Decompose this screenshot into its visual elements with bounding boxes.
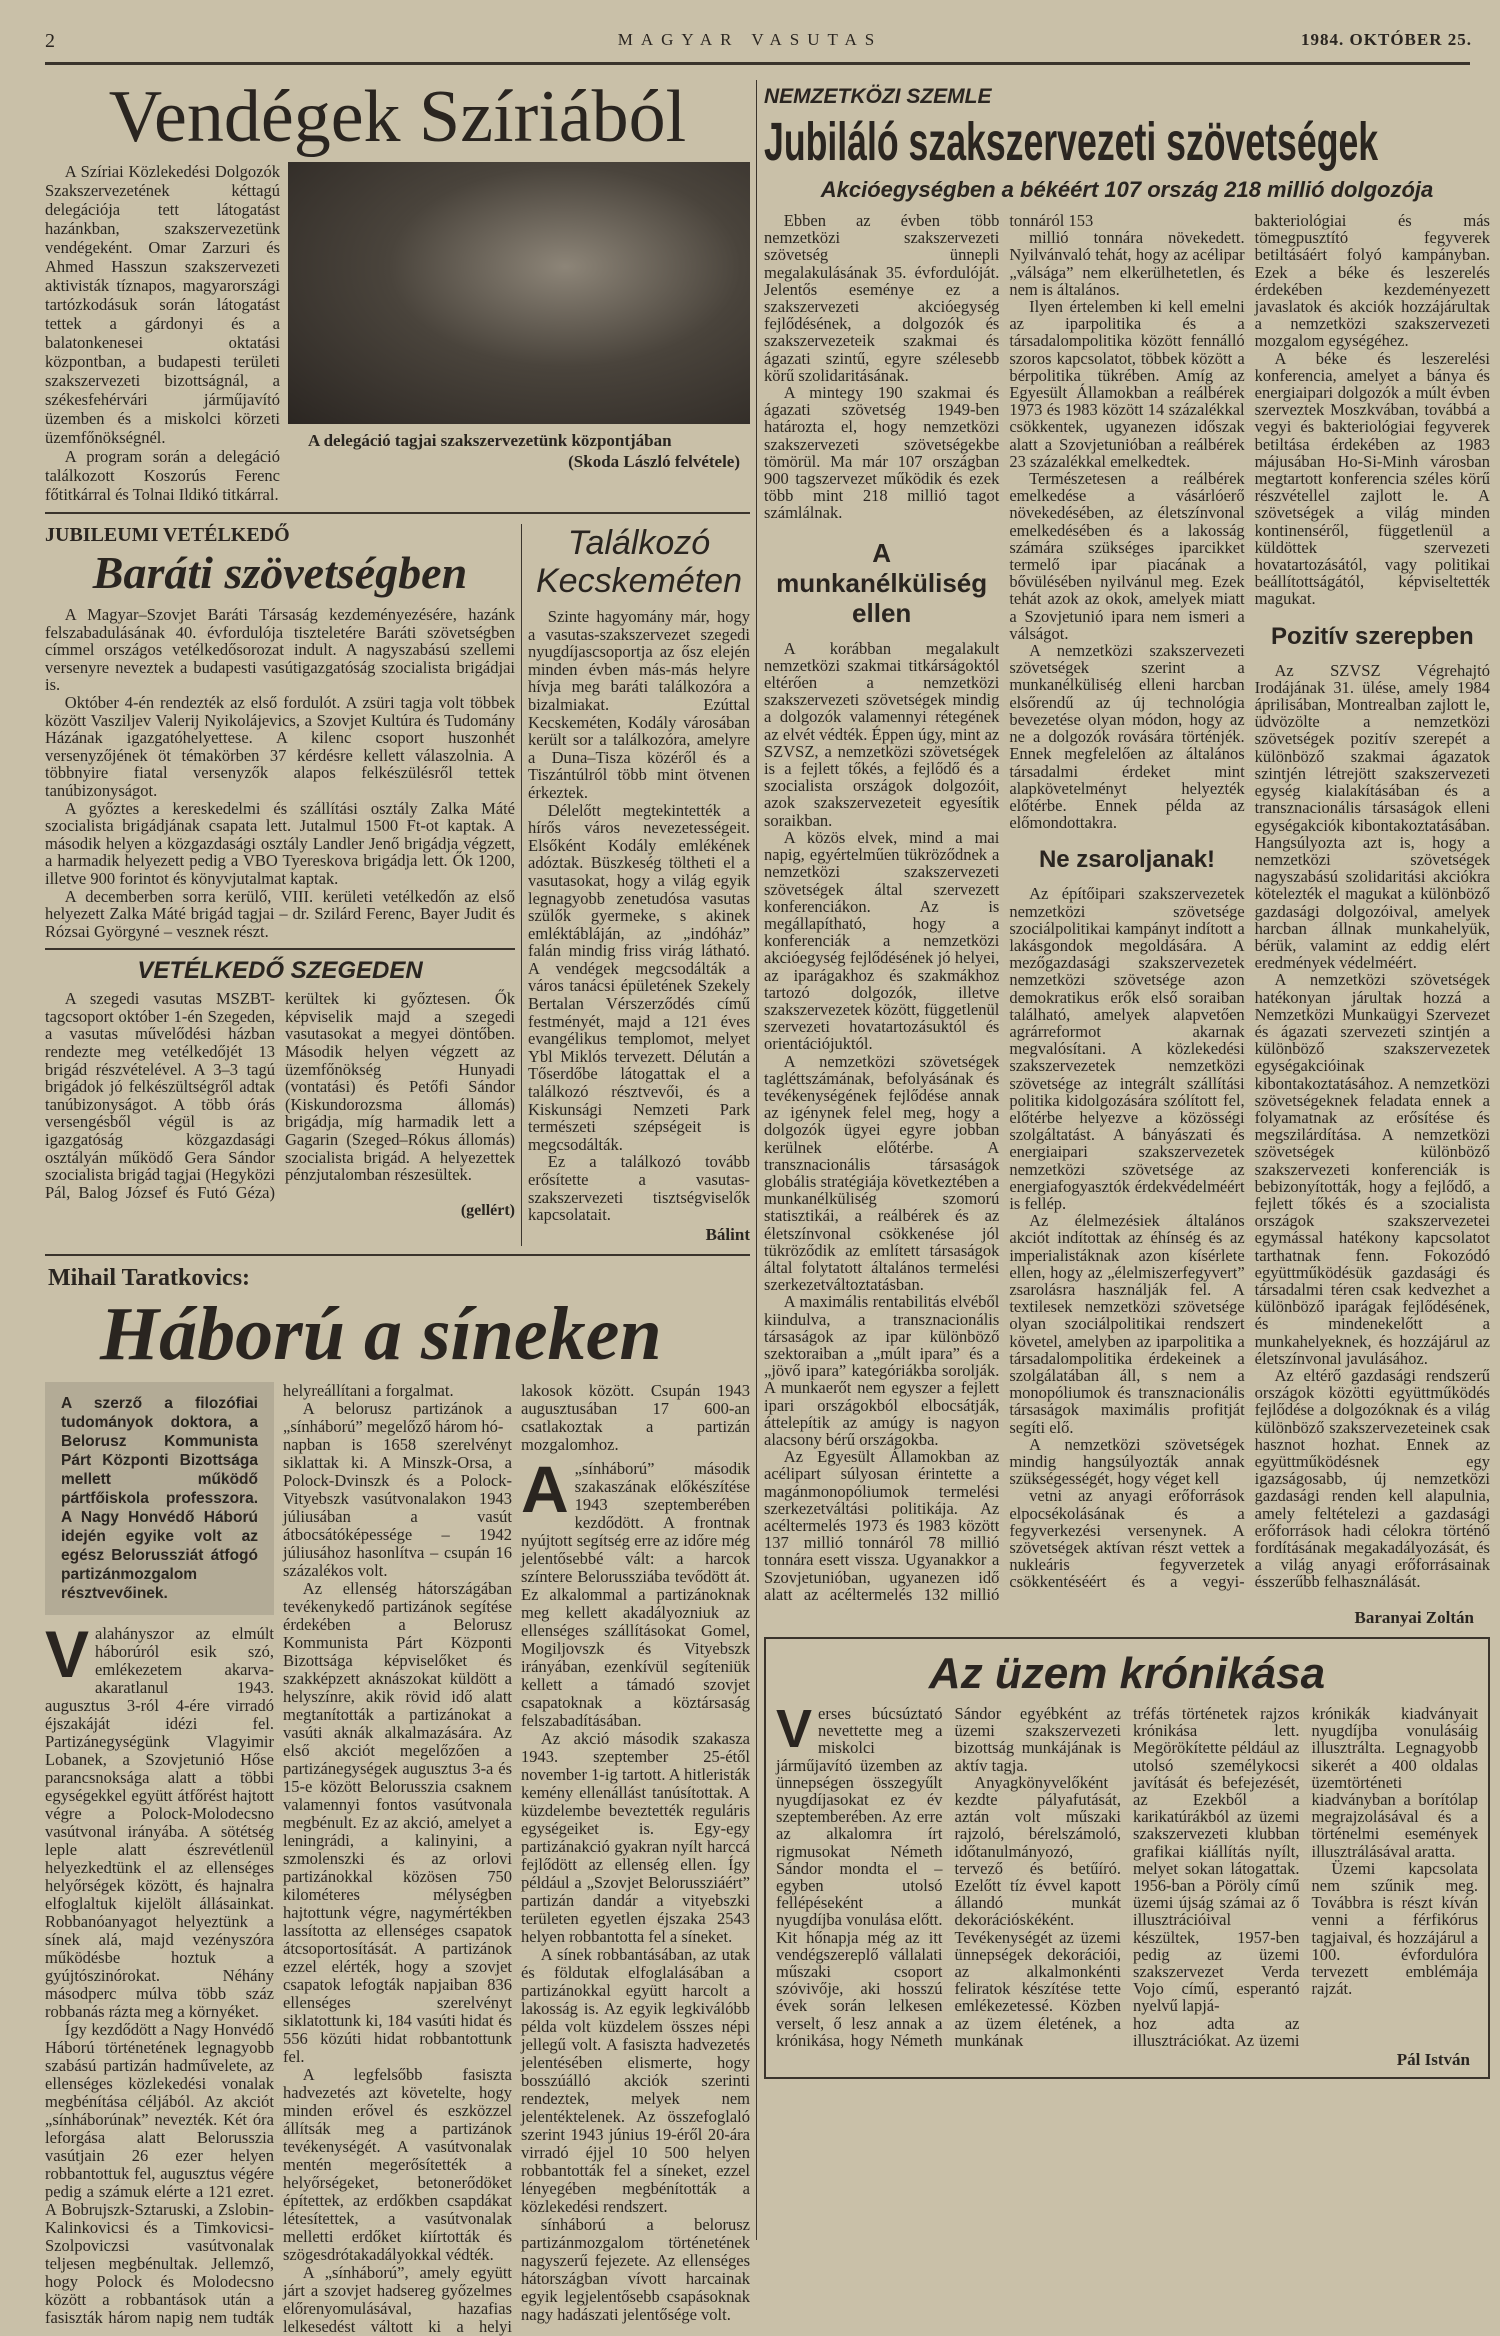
quiz-text <box>45 606 515 940</box>
paragraph: A béke és leszerelési konferencia, amelyet a bánya és energiaipari dolgozók a múlt évben szerveztek Moszkvában, továbbá a vegyi és bakteriológiai fegyverek betiltása érdekében az 1983 májusában Ho-Si-Minh városban megtartott konferencia széles körű részvétellel zajlott le. A szövetségek a világ minden kontinenséről, függetlenül a küldöttek szervezeti hovatartozásától, vagy politikai beállítottságától, képviseltették magukat. <box>1254 348 1490 609</box>
paragraph: A maximális rentabilitás elvéből kiindulva, a transznacionális társaságok az ipar különböző szektoraiban a „múlt ipara” és a „jövő ipara” kategóriákba sorolják. A munkaerőt nem egyszer a fejlett ipari országokból elbocsátják, áttelepítik az amúgy is nagyon alacsony bérű országokba. <box>764 1292 1000 1449</box>
paragraph: A győztes a kereskedelmi és szállítási osztály Zalka Máté szocialista brigádjának csapata lett. Jutalmul 1500 Ft-ot kaptak. A második helyen a közgazdasági osztály Landler Jenő brigádja végzett, a harmadik helyezett pedig a VBO Tyereskova brigádja lett. Ők 1200, illetve 900 forintot és könyvjutalmat kaptak. <box>45 798 515 888</box>
intl-title-wrap <box>764 110 1490 176</box>
paragraph: Természetesen a reálbérek emelkedése a vásárlóerő növekedésében, az életszínvonal emelkedésében és a lakosság számára szükséges iparcikket termelő ipar piacának a bővülésében nyilvánul meg. Ezek tehát azok az okok, amelyek miatt a Szovjetunió ipara nem ismeri a válságot. <box>1009 469 1245 643</box>
paragraph: A nemzetközi szakszervezeti szövetségek szerint a munkanélküliség elleni harcban elsőrendű az új technológia bevezetése olyan módon, hogy az ne a dolgozók rovására történjék. Ennek megfelelően az általános társadalmi érdeket mint alapkövetelményt helyezték előtérbe. Ennek példa az előmondottakra. <box>1009 641 1245 833</box>
photo-credit: (Skoda László felvétele) <box>568 452 740 471</box>
right-half <box>764 84 1490 2079</box>
section-rule <box>45 948 515 950</box>
intl-title: Jubiláló szakszervezeti szövetségek <box>764 112 1379 172</box>
dropcap-v: V <box>45 1616 90 1691</box>
paragraph: Ez a találkozó tovább erősítette a vasutas-szakszervezeti tisztségviselők kapcsolatait. <box>528 1152 750 1225</box>
paragraph: A nemzetközi szövetségek mindig hangsúlyozták annak szükségességét, hogy véget kell <box>1009 1434 1245 1489</box>
left-half <box>45 76 750 2336</box>
dropcap-v: V <box>776 1699 813 1760</box>
paragraph: A Magyar–Szovjet Baráti Társaság kezdeményezésére, hazánk felszabadulásának 40. évfordulója tiszteletére Baráti szövetségben címmel országos vetélkedősorozat indult. A nagyszabású szellemi versenyre neveztek a budapesti vasútigazgatóság szocialista brigádjai is. <box>45 605 515 695</box>
intl-author: Baranyai Zoltán <box>1354 1608 1474 1628</box>
paragraph: Az ellenség hátországában tevékenykedő partizánok segítése érdekében a Belorusz Kommunista Párt Központi Bizottsága képviselőket és szakképzett aknászokat küldött a helyszínre, akik rövid idő alatt megtanították a partizánokat a vasúti aknák alkalmazására. Az első akciót megelőzően a partizánegységek augusztus 3-a és 15-e között Belorusszia csaknem valamennyi fontos vasútvonala megbénult. Ez az akció, amelyet a leningrádi, a kalinyini, a szmolenszki és az orlovi partizánokkal közösen 750 kilométeres mélységben hajtottunk végre, nagymértékben lassította az ellenséges csapatok átcsoportosítását. A partizánok ezzel elérték, hogy a szovjet csapatok lefogták napjaiban 836 ellenséges szerelvényt siklatottunk ki, 184 vasúti hidat és 556 közúti hidat robbantottunk fel. <box>283 1578 512 2066</box>
szeged-text <box>45 990 515 1201</box>
quiz-title: Baráti szövetségben <box>92 547 468 598</box>
intl-col2b-text <box>1009 885 1244 1487</box>
paragraph: A mintegy 190 szakmai és ágazati szövetség 1949-ben határozta el, hogy nemzetközi szakszervezeti szövetségekbe tömörül. Ma már 107 országban 900 tagszervezet működik és ezek több mint 218 millió tagot számlálnak. <box>764 383 1000 523</box>
syria-text <box>45 162 280 504</box>
paragraph: A nemzetközi szövetségek hatékonyan járultak hozzá a Nemzetközi Munkaügyi Szervezet és ágazati szervezeti szintjén a különböző szakszervezetek egységakcióinak kibontakoztatásához. A nemzetközi szövetségeknek feladata ennek a folyamatnak az erősítése és megszilárdítása. A nemzetközi szövetségek különböző szakszervezeti konferenciák is bebizonyították, hogy a fejlődő, a fejlett tőkés és a szocialista országok szakszervezetei egymással hatékony kapcsolatot tarthatnak fenn. Fokozódó együttműködésük gazdasági és társadalmi téren csak kedvezhet a különböző iparágak fejlődésének, és mindenekelőtt a munkahelyeknek, és hozzájárul az életszínvonal javulásához. <box>1254 970 1490 1368</box>
intl-subhead-positive: Pozitív szerepben <box>1270 622 1474 650</box>
delegation-photo <box>288 162 750 424</box>
section-rule <box>45 1254 750 1256</box>
quiz-and-szeged <box>45 524 521 1246</box>
paragraph: millió tonnára növekedett. Nyilvánvaló tehát, hogy az acélipar „válsága” nem elkerülhetetlen, és nem is általános. <box>1009 228 1245 299</box>
intl-subtitle: Akcióegységben a békéért 107 ország 218 millió dolgozója <box>820 177 1434 202</box>
quiz-kicker: JUBILEUMI VETÉLKEDŐ <box>45 524 290 546</box>
paragraph: A közös elvek, mind a mai napig, egyértelműen tükröződnek a nemzetközi szakszervezeti szövetségek által szervezett konferenciákon. Az is megállapítható, hogy a konferenciák a nemzetközi akcióegység fejlődésének jó helyei, az iparágakhoz és szakmákhoz tartozó dolgozók, illetve szakszervezetek között, függetlenül szervezeti hovatartozásuktól és orientációjuktól. <box>764 827 1000 1054</box>
meeting-text <box>528 608 750 1224</box>
chronicle-col4b-text: Üzemi kapcsolata nem szűnik meg. Továbbra is részt kíván venni a férfikórus tagjaival, és hozzájárul a 100. évfordulóra tervezett emblémája rajzát. <box>1311 1858 1478 1999</box>
paragraph: vetni az anyagi erőforrások elpocsékolásának és a fegyverkezési versenynek. A szövetségek aktívan részt vettek a nukleáris fegyverzetek csökkentéséért és a vegyi- bakteriológiai és más tömegpusztító fegyverek betiltásáért folyó kampányban. Ezek a béke és leszerelés érdekében kezdeményezett javaslatok és akciók hozzájárultak a nemzetközi szakszervezeti mozgalom egységéhez. <box>1009 211 1490 1592</box>
masthead-rule <box>45 62 1470 65</box>
intl-body <box>764 212 1490 1603</box>
paragraph: Az SZVSZ Végrehajtó Irodájának 31. ülése, amely 1984 áprilisában, Montrealban zajlott le, üdvözölte a nemzetközi szövetségek pozitív szerepét a különböző szakmai ágazatok szintjén létrejött szakszervezeti egység kialakításában és a transznacionális társaságok elleni egységakciók kibontakoztatásában. Hangsúlyozta azt is, hogy a nemzetközi szövetségek nagyszabású szolidaritási akciókra kötelezték el magukat a különböző gazdasági dolgozóival, amelyek harcban állnak munkahelyük, bérük, valamint az eddig elért eredmények védelméért. <box>1254 660 1490 973</box>
meeting-article <box>521 524 750 1246</box>
dropcap-a: A <box>521 1451 569 1526</box>
author-note-box: A szerző a filozófiai tudományok doktora, a Belorusz Kommunista Párt Központi Bizottsága mellett működő pártfőiskola professzora. A Nagy Honvédő Háború idején egyike volt az egész Belorussziát átfogó partizánmozgalom résztvevőinek. <box>45 1382 274 1615</box>
paragraph: sínháború a belorusz partizánmozgalom történetének nagyszerű fejezete. Az ellenséges hátországban vívott harcainak egyik legjelentősebb csapásoknak nagy hadászati jelentősége volt. <box>521 2214 750 2324</box>
paragraph: A „sínháború”, amely együtt járt a szovjet hadsereg győzelmes előrenyomulásával, hazafias lelkesedést váltott ki a helyi lakosok között. Csupán 1943 augusztusában 17 600-an csatlakoztak a partizán mozgalomhoz. <box>283 1380 750 2336</box>
paragraph: A nemzetközi szövetségek tagléttszámának, befolyásának és tevékenységének fejlődése annak az igénynek felel meg, hogy a dolgozók ügyei egyre jobban kerülnek előtérbe. A transznacionális társaságok globális stratégiája következtében a munkanélküliség szomorú statisztikái, a reálbérek és az életszínvonal csökkenése jól tükröződik az említett társaságok által folytatott általános termelési szerkezetváltoztatásban. <box>764 1051 1000 1295</box>
intl-subhead-unemployment: A munkanélküliség ellen <box>776 537 988 628</box>
photo-block <box>288 162 750 504</box>
paragraph: Az Egyesült Államokban az acélipart súlyosan érintette a magánmonopóliumok termelési szerkezetváltási politikája. Az acéltermelés 1973 és 1983 között 137 millió tonnáról 78 millió tonnára esett vissza. Ugyanakkor a Szovjetunióban, ugyanezen idő alatt az acéltermelés 132 millió tonnáról 153 <box>764 211 1094 1604</box>
syria-article <box>45 162 750 504</box>
szeged-author: (gellért) <box>460 1202 515 1220</box>
paragraph: Október 4-én rendezték az első fordulót. A zsüri tagja volt többek között Vasziljev Valerij Nyikolájevics, a Szovjet Kultúra és Tudomány Házának igazgatóhelyettese. A kilenc csoport huszonhét versenyzőjének öt témakörben 37 kérdésre kellett válaszolnia. A többnyire fiatal versenyzők alapos felkészülésről tettek tanúbizonyságot. <box>45 692 515 800</box>
section-rule <box>45 512 750 514</box>
meeting-title-line1: Találkozó <box>567 524 711 562</box>
paragraph: Ebben az évben több nemzetközi szakszervezeti szövetség ünnepli megalakulásának 35. évfordulóját. Jelentős eseménye ez a szakszervezeti akcióegység fejlődésének, a dolgozók és szakszervezeteik szakmai és ágazati szintű, egyre szélesebb körű szolidaritásának. <box>764 211 1000 385</box>
issue-date: 1984. OKTÓBER 25. <box>1301 30 1472 49</box>
paragraph: alahányszor az elmúlt háborúról esik szó, emlékezetem akarva-akaratlanul 1943. augusztus 3-ról 4-ére virradó éjszakáját idézi fel. Partizánegységünk Vlagyimir Lobanek, a Szovjetunió Hőse parancsnoksága alatt a többi egységekkel együtt átfőrést hajtott végre a Polock-Molodecsno vasútvonal irányába. A sötétség leple alatt észrevétlenül helyezkedtünk el az ellenséges helyőrségek között, és hajnalra elfoglaltuk kijelölt állásainkat. Robbanóanyagot helyeztünk a sínek alá, majd vezényszóra működésbe hoztuk a gyújtószinórokat. Néhány másodperc múlva több száz robbanás rázta meg a környéket. <box>45 1623 274 2021</box>
paragraph: Az építőipari szakszervezetek nemzetközi szövetsége szociálpolitikai kampányt indított a lakásgondok megoldására. A mezőgazdasági szakszervezetek nemzetközi szövetsége azon demokratikus erők első soraiban található, amelyek alapvetően agrárreformot akarnak megvalósítani. A közlekedési szakszervezetek nemzetközi szövetsége az integrált szállítási politika kidolgozására szólított fel, előtérbe helyezve a közösségi szolgáltatást. A bányászati és energiaipari szakszervezetek nemzetközi szövetsége az energiafogyasztók érdekvédelméért is fellép. <box>1009 884 1245 1213</box>
paragraph: A legfelsőbb fasiszta hadvezetés azt követelte, hogy minden erővel és eszközzel állítsák meg a partizánok tevékenységét. A vasútvonalak mentén megerősítették a helyőrségeket, betonerődöket építettek, az erdőkben csapdákat létesítettek, a vasútvonalak melletti erdőket kiírtották és szögesdrótakadályokkal védték. <box>283 2064 512 2264</box>
paragraph: A korábban megalakult nemzetközi szakmai titkárságoktól eltérően a nemzetközi szakszervezeti szövetségek mindig a dolgozók valamennyi rétegének az elvét védték. Éppen úgy, mint az SZVSZ, a nemzetközi szövetségek is a fejlett tőkés, a fejlődő és a szocialista országok dolgozóit, azok szakszervezeteit egyesítik soraikban. <box>764 638 1000 830</box>
meeting-author: Bálint <box>705 1224 750 1244</box>
war-body <box>45 1382 750 2336</box>
paragraph: Ilyen értelemben ki kell emelni az iparpolitika és a társadalompolitika között fennálló szoros kapcsolatot, többek között a bérpolitika tükrében. Amíg az Egyesült Államokban a reálbérek 1973 és 1983 között 14 százalékkal csökkentek, ugyanezen időszak alatt a Szovjetunióban a reálbérek 23 százalékkal emelkedtek. <box>1009 297 1245 471</box>
syria-title: Vendégek Szíriából <box>108 76 687 158</box>
intl-kicker: NEMZETKÖZI SZEMLE <box>764 85 992 108</box>
photo-caption: A delegáció tagjai szakszervezetünk központjában <box>308 431 672 450</box>
paragraph: A decemberben sorra kerülő, VIII. kerületi vetélkedőn az első helyezett Zalka Máté brigád tagjai – dr. Szilárd Ferenc, Bayer Judit és Rózsai Györgyné – vesznek részt. <box>45 886 515 941</box>
war-col3-text <box>521 1451 750 2324</box>
paragraph: Az eltérő gazdasági rendszerű országok közötti együttműködés fejlődése a dolgozóknak és a világ különböző szakszervezeteinek csak hasznot hozhat. Ennek az együttműködésnek egy igazságosabb, új nemzetközi gazdasági renden kell alapulnia, amely feltételezi a gazdasági erőforrások hadi célokra történő fordításának megakadályozását, és a világ anyagi erőforrásainak ésszerűbb felhasználását. <box>1254 1366 1490 1592</box>
meeting-title-line2: Kecskeméten <box>536 562 742 600</box>
chronicle-col4-text: hoz adta az illusztrációkat. Az üzemi krónikák kiadványait nyugdíjba vonulásáig illusztrálta. Legnagyobb sikerét a 400 oldalas üzemtörténeti kiadványban a borítólap megrajzolásával és a történelmi események illusztrálásával aratta. <box>1133 1704 1478 2050</box>
intl-col2-text <box>1009 229 1244 831</box>
paragraph: A program során a delegáció találkozott Koszorús Ferenc főtitkárral és Tolnai Ildikó titkárral. <box>45 447 280 504</box>
chronicle-title: Az üzem krónikása <box>928 1649 1326 1699</box>
paragraph: Az akció második szakasza 1943. szeptember 25-étől november 1-ig tartott. A hitleristák kemény ellenállást tanúsítottak. A küzdelembe beveztették reguláris egységeiket is. Egy-egy partizánakció gyakran nyílt harccá fejlődött az ellenség ellen. Így például a „Szovjet Belorussziáért” partizán dandár a vityebszki területen egyetlen éjszaka 2543 helyen robbantotta fel a síneket. <box>521 1728 750 1946</box>
paragraph: „sínháború” második szakaszának előkészítése 1943 szeptemberében kezdődött. A frontnak nyújtott segítség erre az időre még jelentősebbé vált: a harcok színtere Belorussziába tevődött át. Ez alkalommal a partizánoknak meg kellett akadályozniuk az ellenséges szállításokat Gomel, Mogiljovszk és Vityebszk irányában, ezenkívül segíteniük kellett a támadó szovjet csapatoknak a köztársaság felszabadításában. <box>521 1458 750 1730</box>
war-title: Háború a síneken <box>100 1291 662 1376</box>
paragraph: A belorusz partizánok a „sínháború” megelőző három hó- <box>283 1398 512 1436</box>
paragraph: Az élelmezésiek általános akciót indítottak az éhínség és az imperialistáknak azon kísérlete ellen, hogy az „élelmiszerfegyvert” zsarolásra használják fel. A textilesek nemzetközi szövetsége olyan szociálpolitikai rendszert követel, amelyben az iparpolitika a társadalompolitika érdekeinek a szolgálatában áll, s nem a monopóliumok és transznacionális társaságok maximális profitját segíti elő. <box>1009 1211 1245 1437</box>
paragraph: A szegedi vasutas MSZBT-tagcsoport október 1-én Szegeden, a vasutas művelődési házban rendezte meg vetélkedőjét 13 brigád részvételével. A 3–3 tagú brigádok jó felkészültségről adtak tanúbizonyságot. A több órás versengésből végül is az igazgatóság közgazdasági osztályán működő Gera Sándor szocialista brigád tagjai (Hegyközi Pál, Balog József és Futó Géza) kerültek ki győztesen. Ők képviselik majd a szegedi vasutasokat a megyei döntőben. Második helyen végzett az üzemfőnökség Hunyadi (vontatási) és Petőfi Sándor (Kiskundorozsma állomás) brigádja, míg harmadik lett a Gagarin (Szeged–Rókus állomás) szocialista brigád. A helyezettek pénzjutalomban részesültek. <box>45 989 515 1202</box>
chronicle-col1-text: erses búcsúztató nevettette meg a miskolci járműjavító üzemben az ünnepségen összegyűlt nyugdíjasokat ez év szeptemberében. Az erre az alkalomra írt rigmusokat Németh Sándor mondta el – egyben utolsó fellépéseként a nyugdíjba vonulása előtt. Kit hőnapja még az itt vendégszereplő vállalati műszaki csoport szóvivője, aki hosszú évek során lelkesen verselt, ő lesz annak a krónikása, hogy Németh Sándor egyébként az üzemi szakszervezeti bizottság munkájának is aktív tagja. <box>776 1704 1121 2050</box>
paragraph: A sínek robbantásában, az utak és földutak elfoglalásában a partizánokkal együtt harcolt a lakosság is. Az egyik legkiválóbb példa volt küzdelem összes népi jellegű volt. A fasiszta hadvezetés jelentésében elismerte, hogy bosszúálló akciók szerinti rendeztek, melyek nem jelentéktelenek. Az összefoglaló szerint 1943 június 19-éről 20-ára virradó éjjel 10 500 helyen robbantották fel a síneket, ezzel lényegében megbénították a közlekedési rendszert. <box>521 1944 750 2216</box>
page-number: 2 <box>45 30 56 52</box>
paragraph: Szinte hagyomány már, hogy a vasutas-szakszervezet szegedi nyugdíjascsoportja az ősz elején minden évben más-más helyre hívja meg baráti találkozóra a bizalmiakat. Ezúttal Kecskeméten, Kodály városában került sor a találkozóra, amelyre a Duna–Tisza közéről és a Tiszántúlról több mint ötvenen érkeztek. <box>528 607 750 802</box>
paragraph: napban is 1658 szerelvényt siklattak ki. A Minszk-Orsa, a Polock-Dvinszk és a Polock-Vityebszk vasútvonalakon 1943 júliusában a vasút átbocsátóképessége – 1942 júliusához hasonlítva – csupán 16 százalékos volt. <box>283 1434 512 1580</box>
intl-col3b-text <box>1255 662 1490 1591</box>
chronicle-author: Pál István <box>1396 2050 1470 2070</box>
intl-col1-text <box>764 212 999 522</box>
war-col3 <box>521 1451 750 2324</box>
page-divider <box>756 80 757 2240</box>
middle-section <box>45 524 750 1246</box>
chronicle-box <box>764 1637 1490 2079</box>
paper-name: MAGYAR VASUTAS <box>617 30 883 49</box>
szeged-title: VETÉLKEDŐ SZEGEDEN <box>137 957 423 985</box>
chronicle-col3: tréfás történetek rajzos krónikása lett. Megörökítette például az utolsó személykocsi javítását és befejezését, az Ezekből a karikatúrákból az üzemi szakszervezeti klubban grafikai kiállítás nyílt, melyet sokan látogattak. 1956-ban a Pöröly című üzemi újság számai az ő illusztrációival készültek, 1957-ben pedig az üzemi szakszervezet Verda Vojo című, esperantó nyelvű lapjá- <box>1133 1704 1300 2016</box>
paragraph: A Szíriai Közlekedési Dolgozók Szakszervezetének kéttagú delegációja tett látogatást hazánkban, szakszervezetünk vendégeként. Omar Zarzuri és Ahmed Hasszun szakszervezeti aktivisták tíznapos, magyarországi tartózkodásuk során látogatást tettek a gárdonyi és a balatonkenesei oktatási központban, a budapesti területi szakszervezeti bizottságnál, a székesfehérvári járműjavító üzemben és a miskolci körzeti üzemfőnökségnél. <box>45 162 280 447</box>
paragraph: Délelőtt megtekintették a hírős város nevezetességeit. Elsőként Kodály emlékének adóztak. Büszkeség töltheti el a vasutasokat, hogy a világ egyik legnagyobb zenetudósa vasutas szülők gyermeke, s akinek emléktábláján, az „indóház” falán mindig friss virág látható. A vendégek megcsodálták a város tanácsi épületének Szekely Bertalan Vérszerződés című festményét, majd a 121 éves evangélikus templomot, melyet Ybl Miklós tervezett. Délután a Tőserdőbe látogattak el a találkozó résztvevői, és a Kiskunsági Nemzeti Park természeti szépségeit is megcsodálták. <box>528 800 750 1154</box>
war-author: Mihail Taratkovics: <box>48 1264 251 1291</box>
intl-subhead-blackmail: Ne zsaroljanak! <box>1038 846 1216 874</box>
chronicle-col2: Anyagkönyvelőként kezdte pályafutását, aztán volt műszaki rajzoló, bérelszámoló, időtanulmányozó, tervező és betűíró. Ezelőtt tíz évvel kapott állandó munkát dekorációskéként. Tevékenységét az üzemi ünnepségek dekorációi, az alkalmonkénti feliratok készítése tette emlékezetessé. Közben az üzem életének, a munkának <box>954 1772 1121 2050</box>
chronicle-body <box>776 1699 1478 2050</box>
paragraph: Így kezdődött a Nagy Honvédő Háború történetének legnagyobb szabású partizán hadművelete, az ellenséges közlekedési vonalak megbénítása céljából. Az akciót „sínháborúnak” nevezték. Két óra leforgása alatt Belorusszia vasútjain 26 ezer helyen robbantottuk fel, augusztus végére pedig a számuk elérte a 121 ezret. A Bobrujszk-Sztaruski, a Zslobin-Kalinkovicsi és a Timkovicsi-Szolpoviczsi vasútvonalak teljesen megbénultak. Jellemző, hogy Polock és Molodecsno között a robbantások után a fasiszták három napig nem tudták helyreállítani a forgalmat. <box>45 1380 454 2327</box>
